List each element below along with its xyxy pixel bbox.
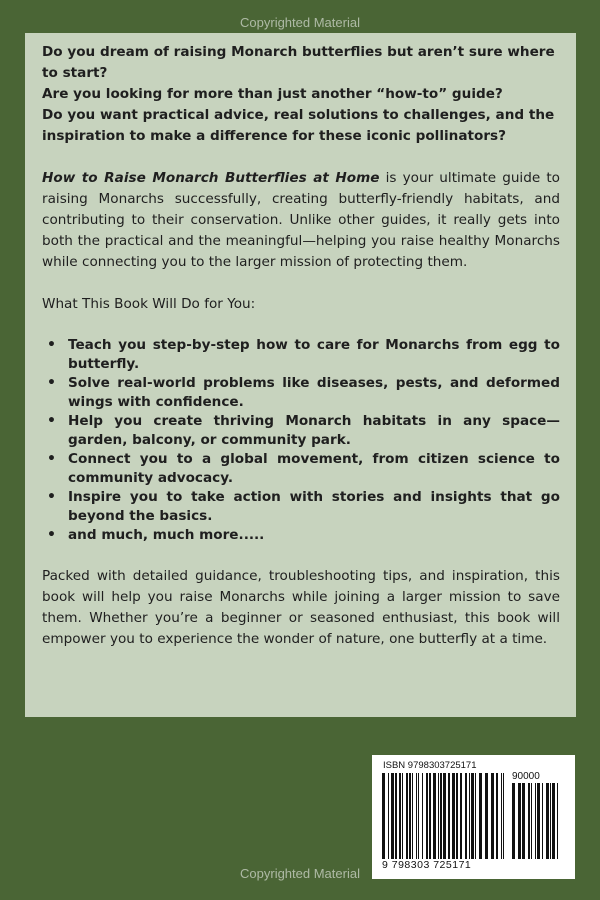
- watermark-bottom: Copyrighted Material: [240, 866, 360, 881]
- isbn-label: ISBN 9798303725171: [383, 760, 477, 771]
- benefit-item: • Help you create thriving Monarch habitats in any space—garden, balcony, or community park.: [42, 412, 560, 450]
- barcode-digits: 9 798303 725171: [382, 859, 472, 871]
- barcode-bars: [382, 773, 504, 859]
- watermark-top: Copyrighted Material: [240, 15, 360, 30]
- benefit-item: • and much, much more.....: [42, 526, 560, 545]
- benefit-item: • Solve real-world problems like diseases, pests, and deformed wings with confidence.: [42, 374, 560, 412]
- intro-question-3: Do you want practical advice, real solutions to challenges, and the inspiration to make a difference for these iconic pollinators?: [42, 107, 555, 144]
- back-cover-text-panel: [25, 33, 576, 717]
- closing-paragraph: Packed with detailed guidance, troubleshooting tips, and inspiration, this book will help you raise Monarchs while joining a larger mission to save them. Whether you’re a beginner or seasoned enthusiast, this book will empower you to experience the wonder of nature, one butterfly at a time.: [42, 568, 560, 647]
- intro-question-1: Do you dream of raising Monarch butterflies but aren’t sure where to start?: [42, 44, 555, 81]
- isbn-barcode: [372, 755, 575, 879]
- benefit-item: • Connect you to a global movement, from citizen science to community advocacy.: [42, 450, 560, 488]
- price-code: 90000: [512, 771, 540, 782]
- benefit-item: • Teach you step-by-step how to care for Monarchs from egg to butterfly.: [42, 336, 560, 374]
- benefits-list: [42, 336, 560, 545]
- intro-question-2: Are you looking for more than just another “how-to” guide?: [42, 86, 503, 102]
- book-description: [42, 168, 560, 273]
- description-text: is your ultimate guide to raising Monarchs successfully, creating butterfly-friendly habitats, and contributing to their conservation. Unlike other guides, it really gets into both the practical and the meaningful—helping you raise healthy Monarchs while connecting you to the larger mission of protecting them.: [42, 170, 560, 270]
- book-title: How to Raise Monarch Butterflies at Home: [42, 170, 380, 186]
- what-heading: What This Book Will Do for You:: [42, 296, 256, 312]
- barcode-addon-bars: [512, 783, 558, 859]
- benefit-item: • Inspire you to take action with stories and insights that go beyond the basics.: [42, 488, 560, 526]
